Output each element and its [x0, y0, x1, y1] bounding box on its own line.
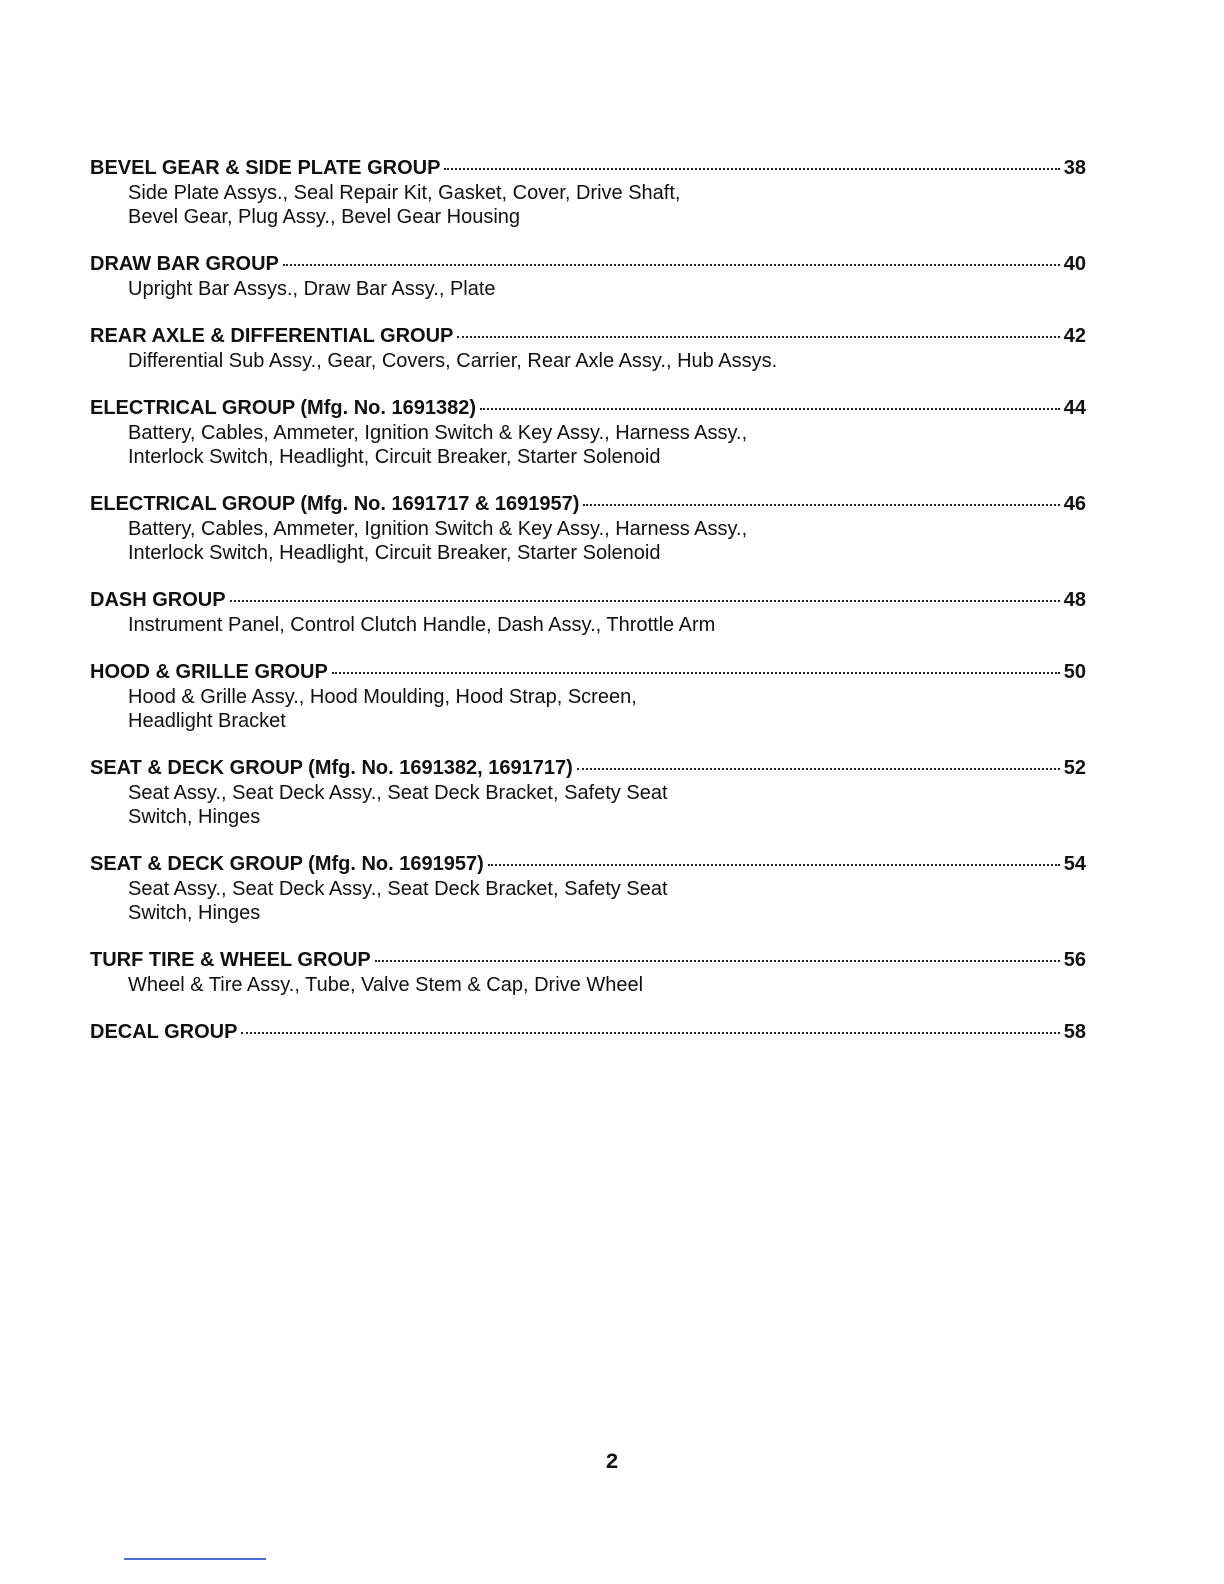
dot-leader [332, 672, 1060, 674]
toc-entry-title: ELECTRICAL GROUP (Mfg. No. 1691382) [90, 397, 476, 419]
footer-rule [124, 1558, 266, 1560]
toc-entry-page: 54 [1063, 853, 1086, 875]
description-line: Bevel Gear, Plug Assy., Bevel Gear Housing [128, 206, 521, 228]
toc-entry-description [128, 421, 888, 469]
toc-entry-page: 44 [1063, 397, 1086, 419]
dot-leader [375, 960, 1060, 962]
dot-leader [444, 168, 1059, 170]
toc-heading-line [90, 1020, 1086, 1045]
toc-entry [90, 156, 1086, 229]
table-of-contents [90, 156, 1086, 1068]
description-line: Switch, Hinges [128, 806, 261, 828]
toc-entry-title: SEAT & DECK GROUP (Mfg. No. 1691957) [90, 853, 484, 875]
toc-entry-title: TURF TIRE & WHEEL GROUP [90, 949, 371, 971]
toc-entry [90, 660, 1086, 733]
toc-entry-description [128, 349, 888, 373]
dot-leader [230, 600, 1060, 602]
toc-heading-line [90, 156, 1086, 181]
description-line: Wheel & Tire Assy., Tube, Valve Stem & Cap, Drive Wheel [128, 974, 644, 996]
toc-heading-line [90, 588, 1086, 613]
dot-leader [577, 768, 1060, 770]
description-line: Battery, Cables, Ammeter, Ignition Switch & Key Assy., Harness Assy., [128, 422, 748, 444]
dot-leader [583, 504, 1059, 506]
toc-heading-line [90, 396, 1086, 421]
toc-entry-description [128, 181, 888, 229]
toc-entry-page: 58 [1063, 1021, 1086, 1043]
toc-entry-description [128, 877, 888, 925]
description-line: Interlock Switch, Headlight, Circuit Breaker, Starter Solenoid [128, 446, 661, 468]
toc-entry [90, 396, 1086, 469]
toc-heading-line [90, 492, 1086, 517]
description-line: Differential Sub Assy., Gear, Covers, Carrier, Rear Axle Assy., Hub Assys. [128, 350, 778, 372]
toc-entry-description [128, 613, 888, 637]
toc-entry-page: 50 [1063, 661, 1086, 683]
toc-entry [90, 852, 1086, 925]
toc-entry-title: BEVEL GEAR & SIDE PLATE GROUP [90, 157, 441, 179]
toc-entry-page: 46 [1063, 493, 1086, 515]
toc-entry [90, 588, 1086, 637]
toc-heading-line [90, 756, 1086, 781]
toc-heading-line [90, 252, 1086, 277]
description-line: Interlock Switch, Headlight, Circuit Breaker, Starter Solenoid [128, 542, 661, 564]
dot-leader [457, 336, 1059, 338]
toc-entry-description [128, 517, 888, 565]
description-line: Seat Assy., Seat Deck Assy., Seat Deck Bracket, Safety Seat [128, 878, 668, 900]
description-line: Instrument Panel, Control Clutch Handle, Dash Assy., Throttle Arm [128, 614, 716, 636]
toc-entry [90, 1020, 1086, 1045]
dot-leader [488, 864, 1060, 866]
toc-entry-page: 56 [1063, 949, 1086, 971]
toc-entry-page: 42 [1063, 325, 1086, 347]
toc-entry-title: REAR AXLE & DIFFERENTIAL GROUP [90, 325, 454, 347]
toc-entry-description [128, 685, 888, 733]
description-line: Battery, Cables, Ammeter, Ignition Switch & Key Assy., Harness Assy., [128, 518, 748, 540]
toc-heading-line [90, 660, 1086, 685]
toc-heading-line [90, 324, 1086, 349]
toc-entry [90, 324, 1086, 373]
description-line: Side Plate Assys., Seal Repair Kit, Gasket, Cover, Drive Shaft, [128, 182, 681, 204]
toc-entry-title: DRAW BAR GROUP [90, 253, 279, 275]
toc-entry-title: HOOD & GRILLE GROUP [90, 661, 328, 683]
page-number: 2 [605, 1450, 619, 1475]
toc-entry-page: 38 [1063, 157, 1086, 179]
toc-heading-line [90, 852, 1086, 877]
description-line: Headlight Bracket [128, 710, 286, 732]
toc-entry [90, 252, 1086, 301]
toc-entry-title: DECAL GROUP [90, 1021, 238, 1043]
toc-entry [90, 756, 1086, 829]
toc-entry [90, 492, 1086, 565]
dot-leader [480, 408, 1060, 410]
toc-entry [90, 948, 1086, 997]
dot-leader [283, 264, 1060, 266]
toc-entry-title: SEAT & DECK GROUP (Mfg. No. 1691382, 1691717) [90, 757, 573, 779]
toc-entry-title: ELECTRICAL GROUP (Mfg. No. 1691717 & 1691957) [90, 493, 580, 515]
dot-leader [241, 1032, 1059, 1034]
toc-entry-page: 40 [1063, 253, 1086, 275]
toc-entry-title: DASH GROUP [90, 589, 226, 611]
description-line: Upright Bar Assys., Draw Bar Assy., Plate [128, 278, 496, 300]
toc-heading-line [90, 948, 1086, 973]
toc-entry-description [128, 277, 888, 301]
toc-entry-page: 48 [1063, 589, 1086, 611]
toc-entry-description [128, 973, 888, 997]
toc-entry-page: 52 [1063, 757, 1086, 779]
toc-entry-description [128, 781, 888, 829]
description-line: Seat Assy., Seat Deck Assy., Seat Deck Bracket, Safety Seat [128, 782, 668, 804]
description-line: Switch, Hinges [128, 902, 261, 924]
description-line: Hood & Grille Assy., Hood Moulding, Hood Strap, Screen, [128, 686, 637, 708]
